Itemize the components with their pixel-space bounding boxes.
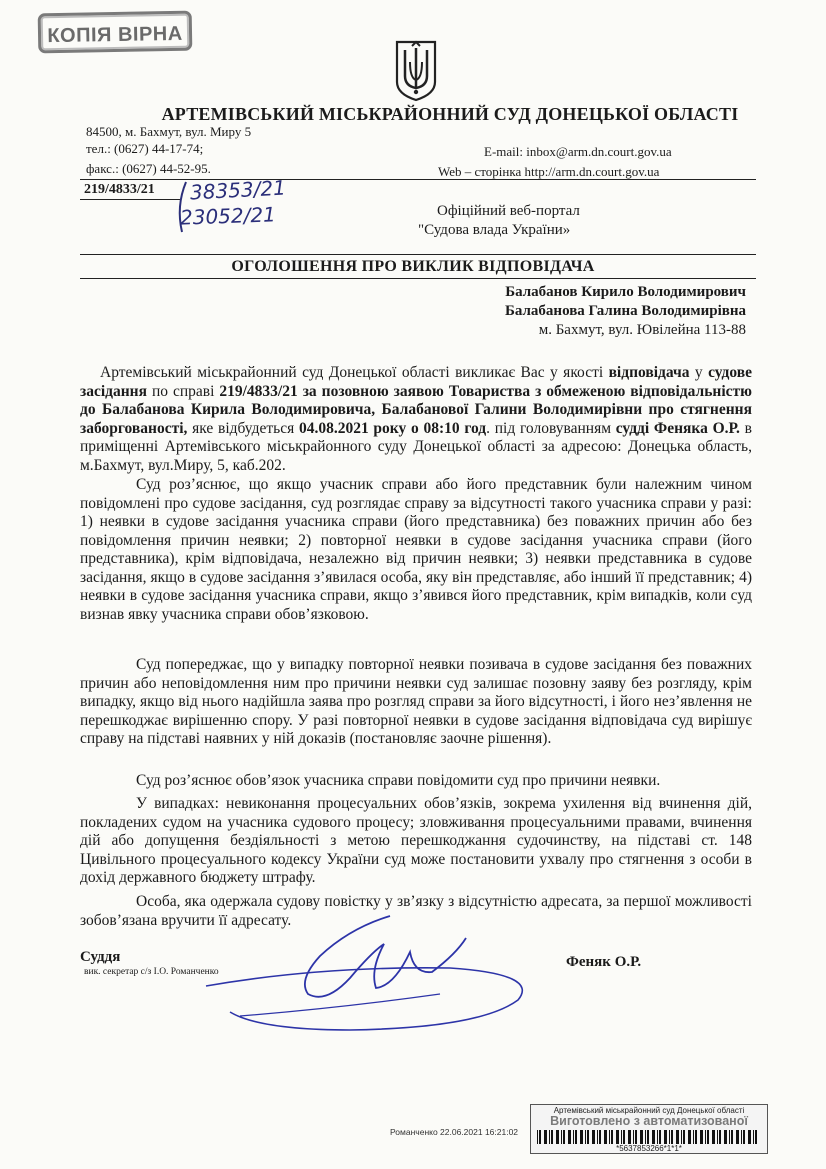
fine-warning-paragraph: У випадках: невиконання процесуальних обов’язків, зокрема ухилення від вчинення дій, покладених судом на учасника судового процесу; зловживання процесуальними правами, вчинення дій або допущення бездіяльності з метою перешкоджання судочинству, на підставі ст. 148 Цивільного процесуального кодексу України суд може постановити ухвалу про стягнення з особи в дохід державного бюджету штрафу.	[80, 795, 752, 886]
secretary-name: вик. секретар с/з І.О. Романченко	[84, 967, 219, 977]
court-name: АРТЕМІВСЬКИЙ МІСЬКРАЙОННИЙ СУД ДОНЕЦЬКОЇ ОБЛАСТІ	[161, 104, 739, 124]
handwritten-number-2: 23052/21	[179, 202, 277, 230]
handwritten-number-1: 38353/21	[189, 175, 287, 205]
print-info: Романченко 22.06.2021 16:21:02	[390, 1127, 519, 1137]
repeated-absence-warning-paragraph: Суд попереджає, що у випадку повторної неявки позивача в судове засідання без поважних причин або неповідомлення ним про причини неявки суд залишає позовну заяву без розгляду, крім випадку, якщо від нього надійшла заява про розгляд справи за його відсутності, і його нез’явлення не перешкоджає вирішенню спору. У разі повторної неявки в судове засідання відповідача суд вирішує справу на підставі наявних у ній доказів (постановляє заочне рішення).	[80, 656, 752, 747]
recipient-address: м. Бахмут, вул. Ювілейна 113-88	[538, 322, 746, 338]
barcode-icon	[537, 1130, 761, 1144]
court-address: 84500, м. Бахмут, вул. Миру 5	[86, 124, 252, 139]
absence-rules-paragraph: Суд роз’яснює, що якщо учасник справи або його представник були належним чином повідомлені про судове засідання, суд розглядає справу за відсутності такого учасника справи у разі: 1) неявки в судове засідання учасника справи (його представника) без поважних причин або без повідомлення причин неявки; 2) повторної неявки в судове засідання учасника справи (його представника), крім відповідача, незалежно від причин неявки; 3) неявки представника в судове засідання, якщо в судове засідання з’явилася особа, яку він представляє, або інший її представник; 4) неявки в судове засідання учасника справи, якщо з’явився його представник, крім випадків, коли суд визнав явку учасника справи обов’язковою.	[80, 476, 752, 623]
recipient-name-2: Балабанова Галина Володимирівна	[504, 303, 746, 319]
trident-emblem-icon	[391, 38, 441, 102]
delivery-obligation-paragraph: Особа, яка одержала судову повістку у зв’язку з відсутністю адресата, за першої можливості зобов’язана вручити її адресату.	[80, 893, 752, 929]
judge-label: Суддя	[80, 949, 121, 965]
court-email: E-mail: inbox@arm.dn.court.gov.ua	[484, 144, 672, 159]
portal-name-line-1: Офіційний веб-портал	[437, 203, 580, 219]
case-number-underline	[80, 199, 180, 200]
court-website: Web – сторінка http://arm.dn.court.gov.ua	[438, 164, 660, 179]
title-divider-bottom	[80, 278, 756, 279]
title-divider-top	[80, 254, 756, 255]
case-number: 219/4833/21	[84, 182, 155, 197]
judge-name: Феняк О.Р.	[566, 954, 642, 970]
recipient-name-1: Балабанов Кирило Володимирович	[505, 284, 746, 300]
announcement-title: ОГОЛОШЕННЯ ПРО ВИКЛИК ВІДПОВІДАЧА	[231, 258, 595, 275]
handwritten-signature-icon	[200, 908, 560, 1038]
portal-name-line-2: "Судова влада України»	[418, 222, 571, 238]
barcode-block	[530, 1104, 768, 1154]
notify-obligation-paragraph: Суд роз’яснює обов’язок учасника справи повідомити суд про причини неявки.	[136, 772, 661, 789]
barcode-system-stamp: Виготовлено з автоматизованої	[550, 1114, 748, 1128]
copy-verified-stamp: КОПІЯ ВІРНА	[38, 11, 193, 54]
summons-paragraph: Артемівський міськрайонний суд Донецької області викликає Вас у якості відповідача у судове засідання по справі 219/4833/21 за позовною заявою Товариства з обмеженою відповідальністю до Балабанова Кирила Володимировича, Балабанової Галини Володимирівни про стягнення заборгованості, яке відбудеться 04.08.2021 року о 08:10 год. під головуванням судді Феняка О.Р. в приміщенні Артемівського міськрайонного суду Донецької області за адресою: Донецька область, м.Бахмут, вул.Миру, 5, каб.202.	[80, 364, 752, 474]
barcode-number: *5637853266*1*1*	[616, 1144, 682, 1153]
court-fax: факс.: (0627) 44-52-95.	[86, 161, 211, 176]
court-phone: тел.: (0627) 44-17-74;	[86, 141, 204, 156]
barcode-title: Артемівський міськрайонний суд Донецької області	[553, 1106, 745, 1115]
